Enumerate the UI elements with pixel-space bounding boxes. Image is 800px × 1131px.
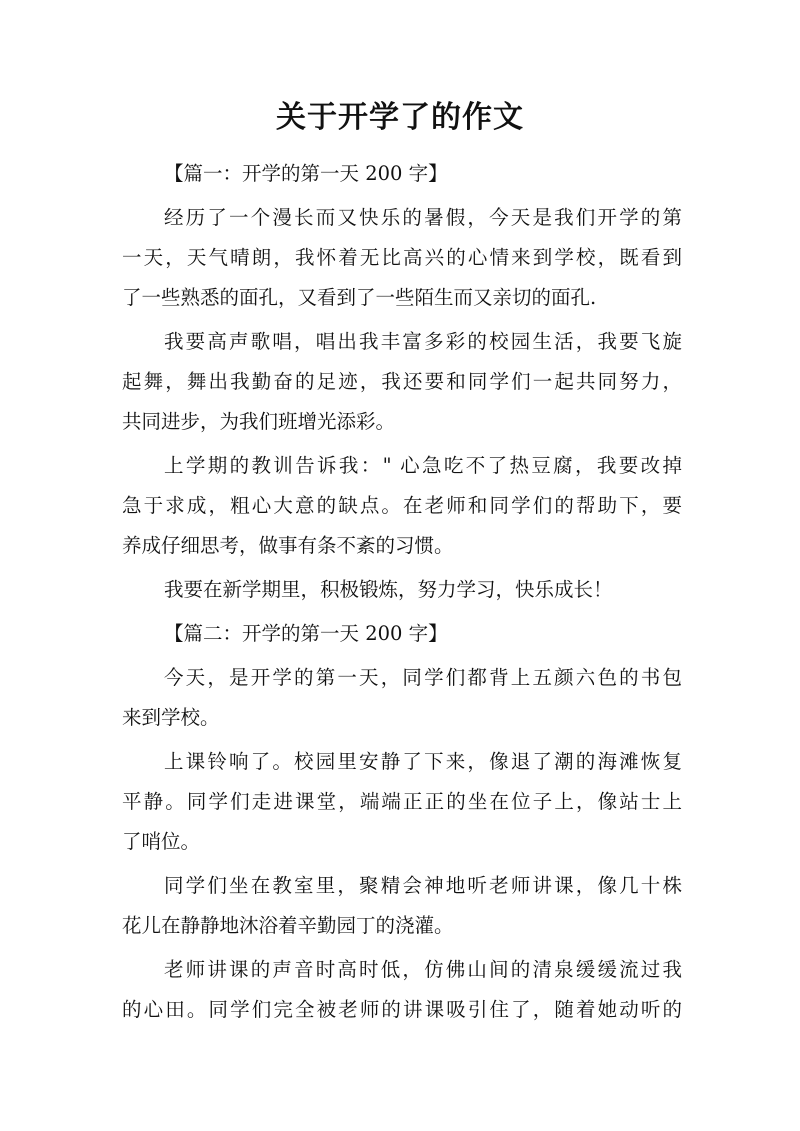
- text-line: 老师讲课的声音时高时低，仿佛山间的清泉缓缓流过我: [164, 958, 682, 981]
- text-line: 上课铃响了。校园里安静了下来，像退了潮的海滩恢复: [164, 750, 682, 773]
- text-line: 平静。同学们走进课堂，端端正正的坐在位子上，像站士上: [122, 790, 682, 813]
- document-body: [122, 154, 682, 1030]
- text-line: 花儿在静静地沐浴着辛勤园丁的浇灌。: [122, 914, 454, 937]
- text-line: 的心田。同学们完全被老师的讲课吸引住了，随着她动听的: [122, 998, 682, 1021]
- text-line: 了哨位。: [122, 830, 201, 853]
- text-line: 了一些熟悉的面孔，又看到了一些陌生而又亲切的面孔.: [122, 286, 597, 309]
- text-line: 一天，天气晴朗，我怀着无比高兴的心情来到学校，既看到: [122, 246, 682, 269]
- text-line: 共同进步，为我们班增光添彩。: [122, 410, 396, 433]
- text-line: 起舞，舞出我勤奋的足迹，我还要和同学们一起共同努力，: [122, 370, 682, 393]
- text-line: 我要高声歌唱，唱出我丰富多彩的校园生活，我要飞旋: [164, 330, 682, 353]
- text-line: 养成仔细思考，做事有条不紊的习惯。: [122, 534, 454, 557]
- text-line: 今天，是开学的第一天，同学们都背上五颜六色的书包: [164, 666, 682, 689]
- text-line: 急于求成，粗心大意的缺点。在老师和同学们的帮助下，要: [122, 494, 682, 517]
- section-heading-1: 【篇一：开学的第一天 200 字】: [164, 162, 448, 185]
- document-title: 关于开学了的作文: [276, 100, 524, 135]
- text-line: 我要在新学期里，积极锻炼，努力学习，快乐成长！: [164, 578, 613, 601]
- section-heading-2: 【篇二：开学的第一天 200 字】: [164, 622, 448, 645]
- text-line: 上学期的教训告诉我：" 心急吃不了热豆腐，我要改掉: [164, 454, 682, 477]
- text-line: 经历了一个漫长而又快乐的暑假，今天是我们开学的第: [164, 206, 682, 229]
- text-line: 来到学校。: [122, 706, 220, 729]
- text-line: 同学们坐在教室里，聚精会神地听老师讲课，像几十株: [164, 874, 682, 897]
